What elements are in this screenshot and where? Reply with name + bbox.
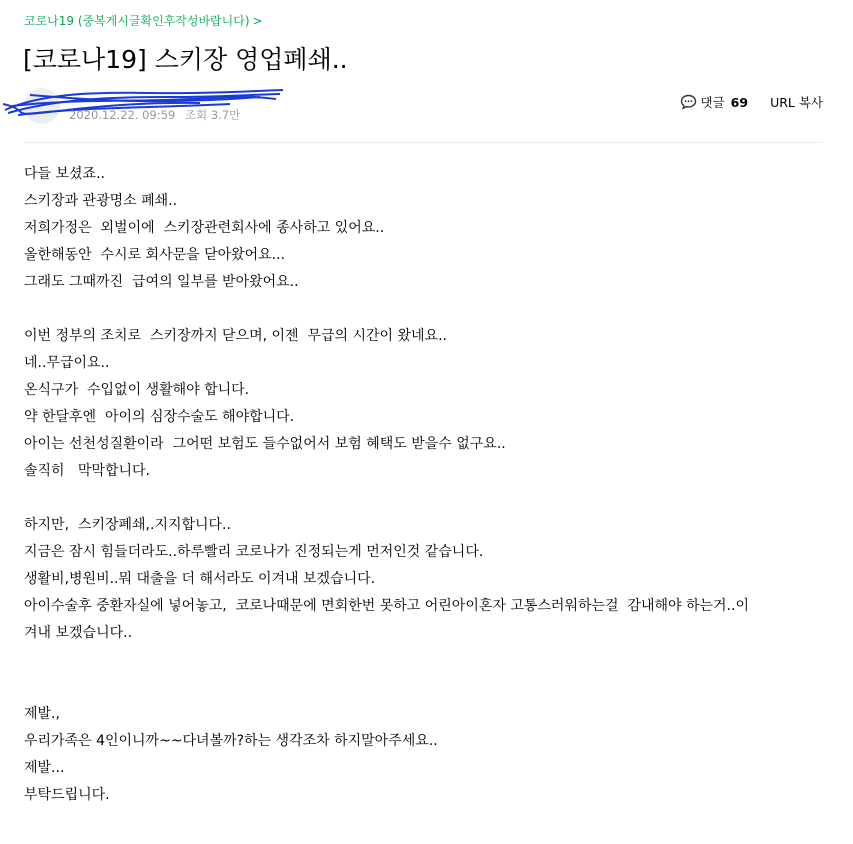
paragraph-gap — [24, 296, 829, 323]
divider — [24, 142, 823, 143]
post-title: [코로나19] 스키장 영업폐쇄.. — [23, 45, 348, 74]
paragraph-gap — [24, 485, 829, 512]
content-line: 그래도 그때까진 급여의 일부를 받아왔어요.. — [24, 274, 299, 290]
post-actions — [680, 93, 824, 111]
content-line: 올한해동안 수시로 회사문을 닫아왔어요... — [24, 247, 286, 263]
content-line: 솔직히 막막합니다. — [24, 463, 150, 479]
board-link-label[interactable]: 코로나19 (중복게시글확인후작성바랍니다) — [24, 14, 250, 28]
paragraph-gap — [24, 647, 829, 701]
url-copy-button[interactable]: URL 복사 — [770, 95, 823, 110]
content-line: 네..무급이요.. — [24, 355, 110, 371]
content-line: 온식구가 수입없이 생활해야 합니다. — [24, 382, 250, 398]
post-date: 2020.12.22. 09:59 — [69, 108, 176, 122]
content-line: 우리가족은 4인이니까~~다녀볼까?하는 생각조차 하지말아주세요.. — [24, 733, 438, 749]
content-line: 부탁드립니다. — [24, 787, 110, 803]
content-line: 약 한달후엔 아이의 심장수술도 해야합니다. — [24, 409, 295, 425]
content-line: 겨내 보겠습니다.. — [24, 625, 133, 641]
board-link[interactable] — [24, 12, 263, 29]
content-line: 다들 보셨죠.. — [24, 166, 105, 182]
comment-icon — [680, 94, 697, 110]
comment-count: 69 — [730, 94, 749, 110]
content-line: 스키장과 관광명소 폐쇄.. — [24, 193, 178, 209]
content-line: 저희가정은 외벌이에 스키장관련회사에 종사하고 있어요.. — [24, 220, 385, 236]
comment-label: 댓글 — [700, 95, 725, 110]
view-count: 조회 3.7만 — [184, 108, 241, 122]
comment-button[interactable] — [680, 93, 749, 111]
content-line: 이번 정부의 조치로 스키장까지 닫으며, 이젠 무급의 시간이 왔네요.. — [24, 328, 447, 344]
content-line: 제발... — [24, 760, 65, 776]
content-line: 생활비,병원비..뭐 대출을 더 해서라도 이겨내 보겠습니다. — [24, 571, 376, 587]
post-content — [24, 161, 829, 809]
content-line: 아이수술후 중환자실에 넣어놓고, 코로나때문에 면회한번 못하고 어린아이혼자 고통스러워하는걸 감내해야 하는거..이 — [24, 598, 749, 614]
chevron-right-icon: > — [252, 14, 263, 28]
content-line: 지금은 잠시 힘들더라도..하루빨리 코로나가 진정되는게 먼저인것 같습니다. — [24, 544, 484, 560]
content-line: 하지만, 스키장폐쇄,.지지합니다.. — [24, 517, 231, 533]
content-line: 제발., — [24, 706, 60, 722]
content-line: 아이는 선천성질환이라 그어떤 보험도 들수없어서 보험 혜택도 받을수 없구요.. — [24, 436, 506, 452]
post-meta — [69, 107, 240, 123]
